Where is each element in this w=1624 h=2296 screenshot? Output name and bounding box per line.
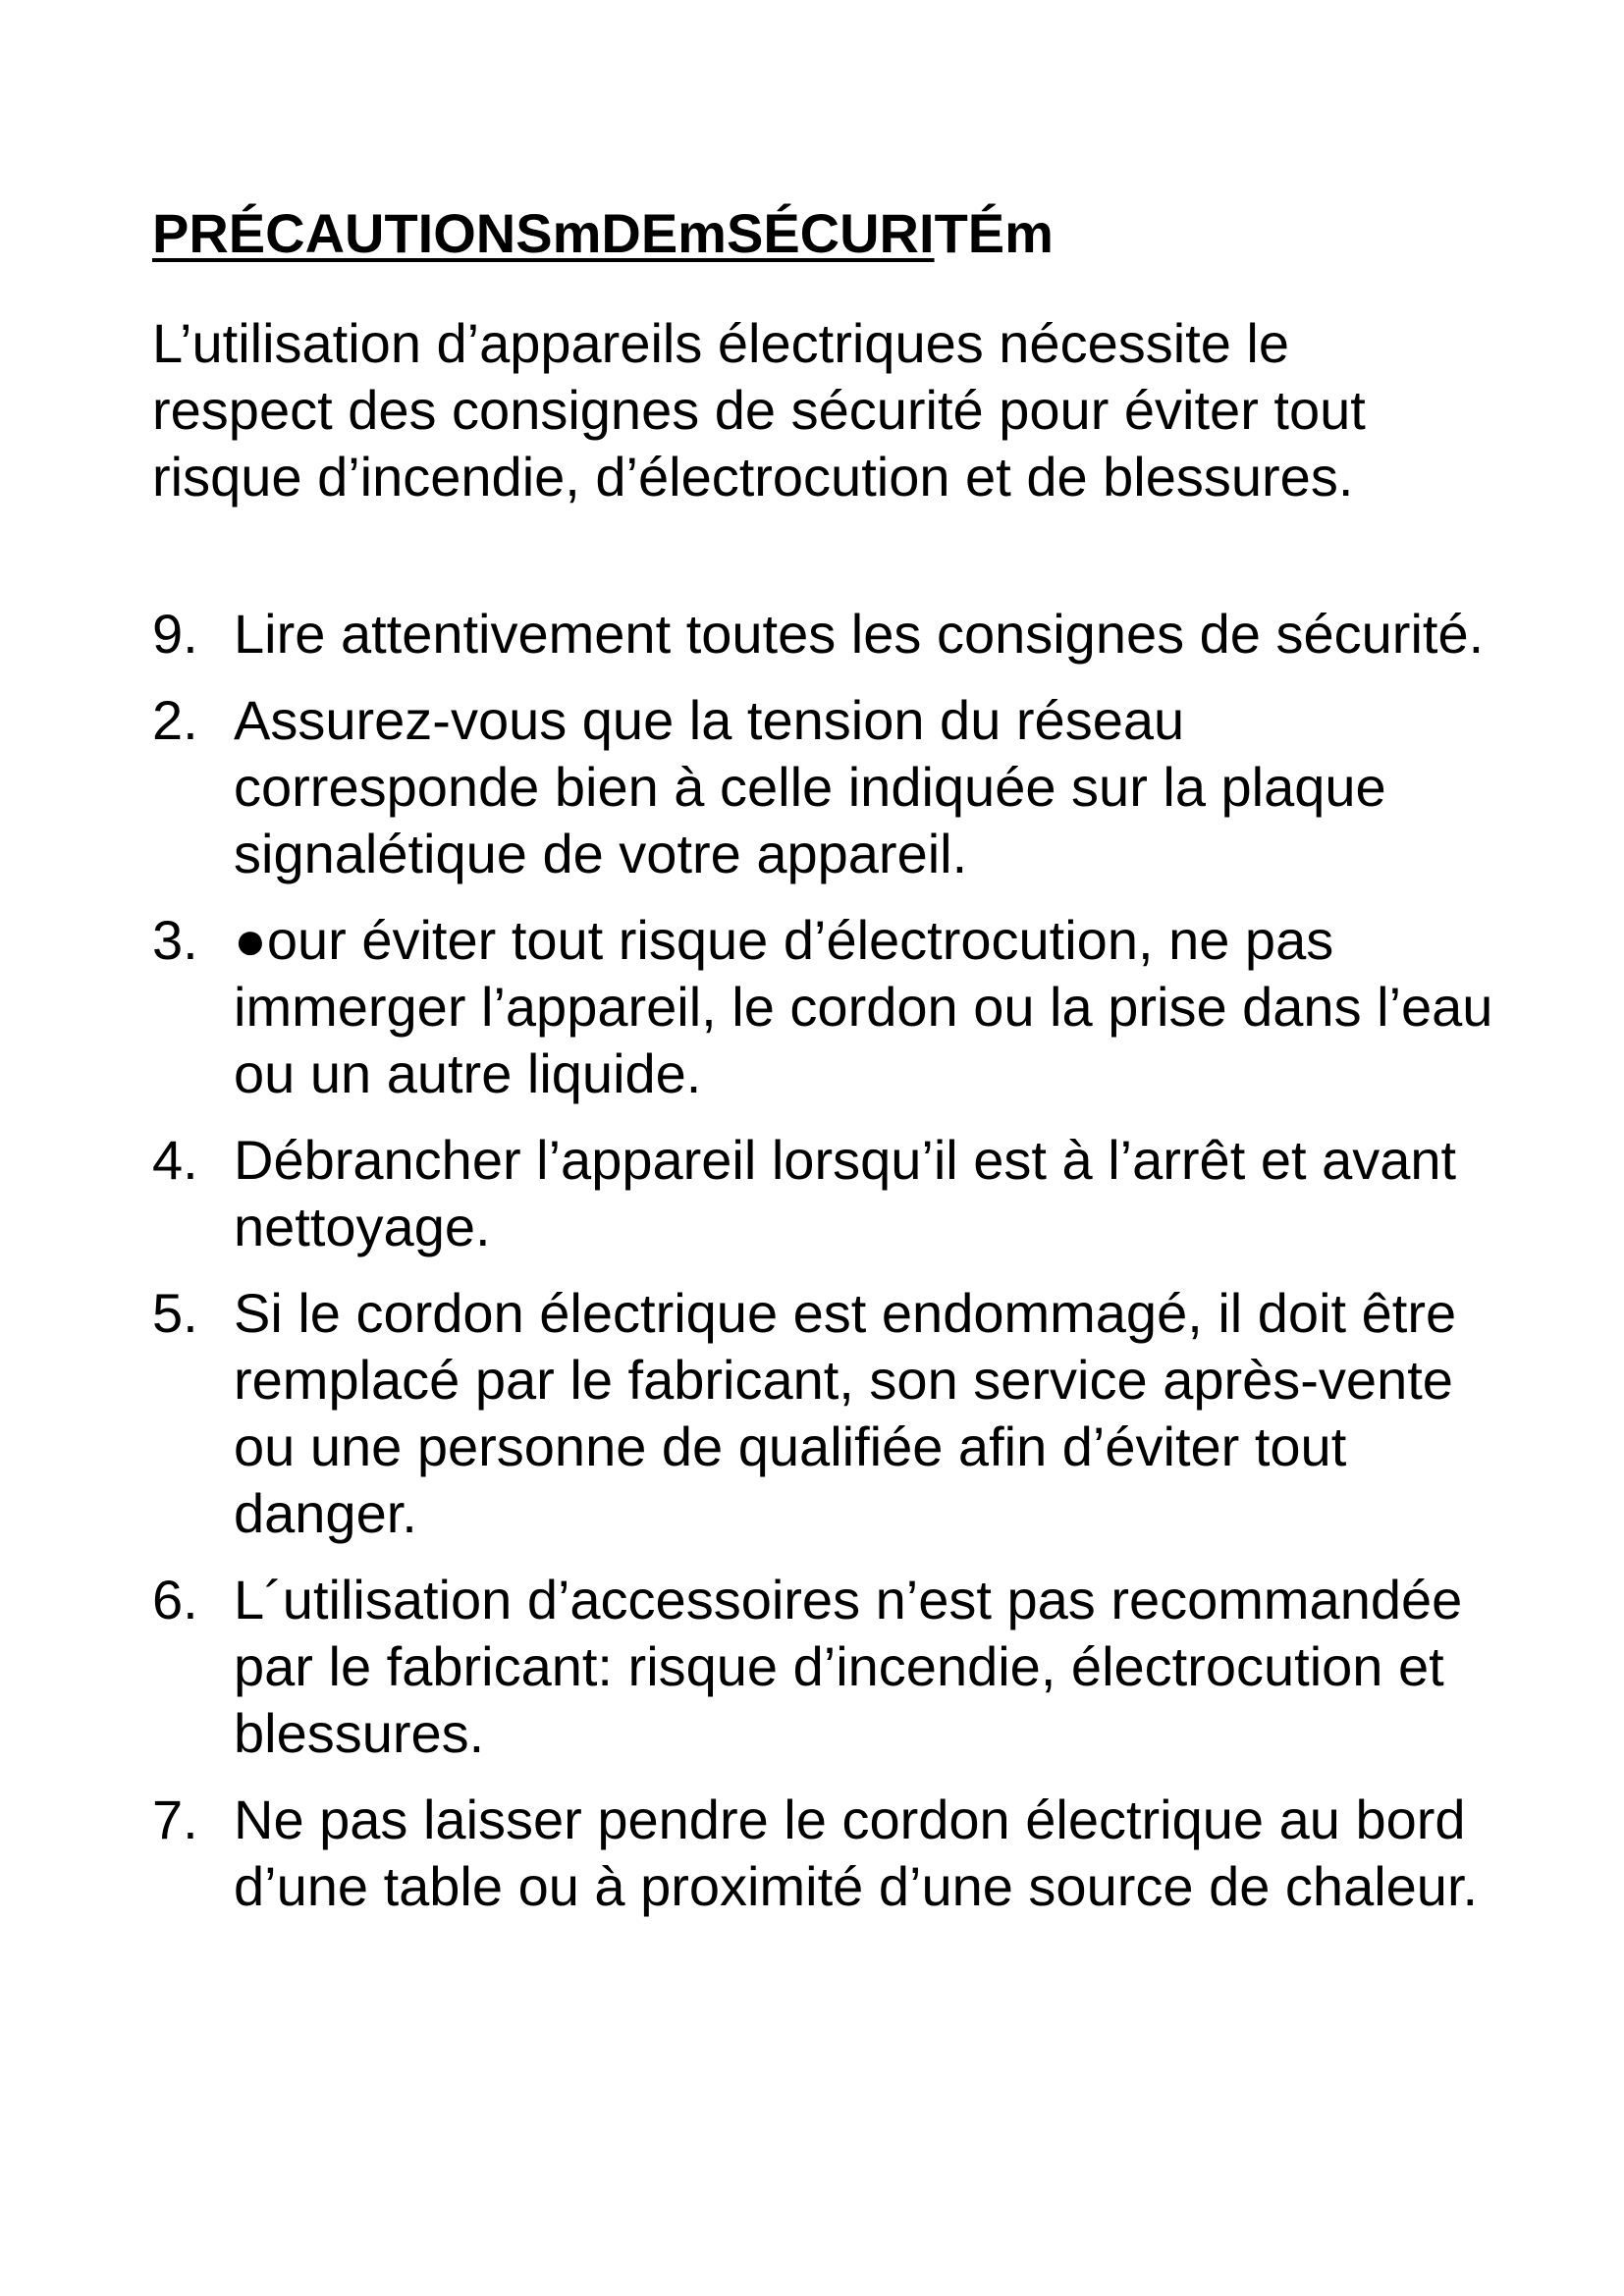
list-item-number: 7.: [152, 1789, 198, 1850]
list-item: [152, 1567, 1497, 1767]
list-item-text: Lire attentivement toutes les consignes de sécurité.: [234, 603, 1485, 665]
list-item-number: 4.: [152, 1129, 198, 1191]
list-item-number: 5.: [152, 1282, 198, 1344]
page-title: [152, 199, 1054, 268]
list-item-text: L´utilisation d’accessoires n’est pas recommandée par le fabricant: risque d’incendie, électrocution et blessures.: [234, 1569, 1463, 1764]
list-item: [152, 1787, 1497, 1920]
list-item: [152, 907, 1497, 1107]
list-item-text: Ne pas laisser pendre le cordon électrique au bord d’une table ou à proximité d’une source de chaleur.: [234, 1789, 1479, 1917]
list-item-text: Si le cordon électrique est endommagé, il doit être remplacé par le fabricant, son service après-vente ou une personne de qualifiée afin d’éviter tout danger.: [234, 1282, 1457, 1544]
list-item-text: ●our éviter tout risque d’électrocution, ne pas immerger l’appareil, le cordon ou la prise dans l’eau ou un autre liquide.: [234, 909, 1493, 1104]
title-rest-part: TÉm: [934, 202, 1054, 264]
list-item: [152, 1127, 1497, 1260]
intro-paragraph: L’utilisation d’appareils électriques nécessite le respect des consignes de sécurité pour éviter tout risque d’incendie, d’électrocution et de blessures.: [152, 312, 1366, 507]
list-item: [152, 1280, 1497, 1547]
list-item-number: 2.: [152, 689, 198, 751]
list-item-number: 3.: [152, 909, 198, 971]
list-item-text: Assurez-vous que la tension du réseau corresponde bien à celle indiquée sur la plaque signalétique de votre appareil.: [234, 689, 1386, 884]
list-item: [152, 601, 1497, 667]
list-item-text: Débrancher l’appareil lorsqu’il est à l’arrêt et avant nettoyage.: [234, 1129, 1457, 1257]
list-item: [152, 687, 1497, 887]
safety-instructions-list: [152, 601, 1497, 1940]
list-item-number: 9.: [152, 603, 198, 665]
list-item-number: 6.: [152, 1569, 198, 1630]
title-underlined-part: PRÉCAUTIONSmDEmSÉCURI: [152, 202, 935, 264]
